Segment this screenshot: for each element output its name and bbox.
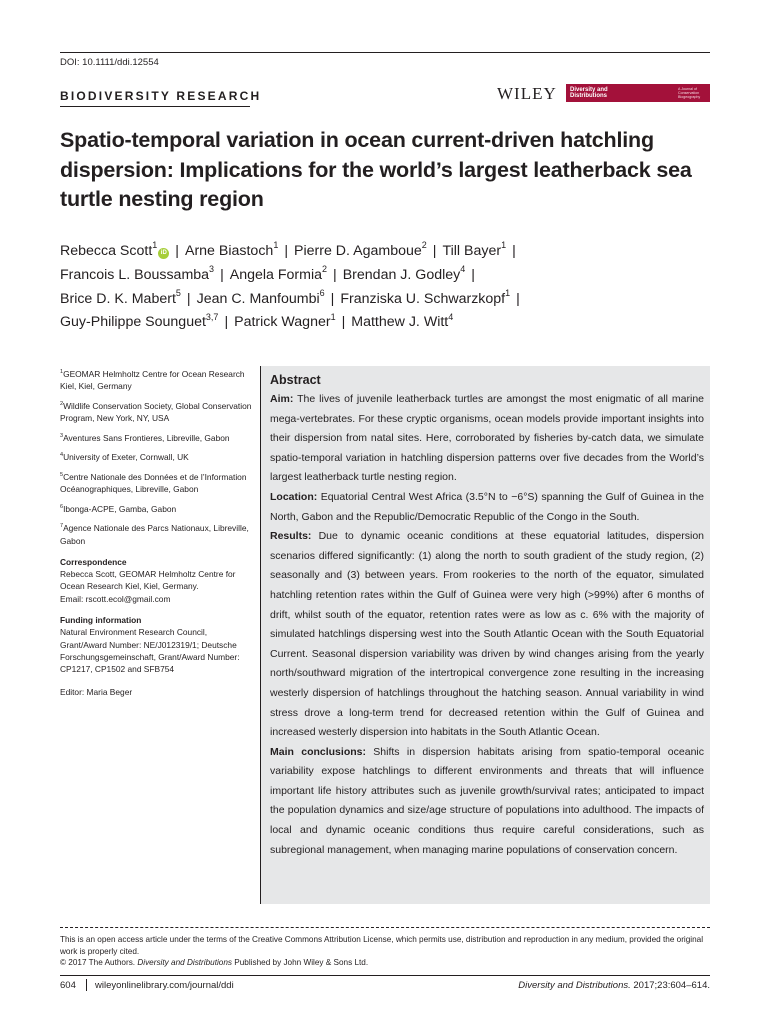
journal-badge [566, 84, 710, 102]
journal-badge-name: Diversity and Distributions [570, 86, 608, 99]
abstract-results: Results: Due to dynamic oceanic conditions at these equatorial latitudes, dispersion scenarios differed significantly: (1) along the north to south gradient of the study region, (2) seasonally and (3) between years. From rookeries to the north of the equator, simulated hatchling retention rates within the Gulf of Guinea were very high (>99%) after 6 months of drift, whilst south of the equator, retention rates were as low as c. 6% with the majority of simulated hatchlings dispersing west into the South Atlantic Ocean with the South Equatorial Current. Seasonal dispersion variability was driven by wind changes arising from the yearly north/southward migration of the intertropical convergence zone resulting in the increasing westerly dispersion of hatchlings throughout the hatching season. Annual variability in wind stress drove a long-term trend for decreased retention within the Gulf of Guinea and increased westerly dispersion into habitats in the South Atlantic Ocean. [270, 530, 704, 739]
correspondence-heading: Correspondence [60, 556, 127, 567]
license-notice [60, 934, 710, 969]
author-affiliation-mark: 3 [209, 264, 215, 275]
article-title: Spatio-temporal variation in ocean current-driven hatchling dispersion: Implications for the world’s largest leatherback sea turtle nesting region [60, 128, 692, 211]
author-line: Guy-Philippe Sounguet$^{3,7}$ | Patrick Wagner$^1$ | Matthew J. Witt$^4$ [60, 311, 454, 331]
author-affiliation-mark: 1 [505, 287, 511, 298]
abstract-box [260, 366, 710, 904]
citation [518, 980, 710, 991]
copyright-line: © 2017 The Authors. Diversity and Distributions Published by John Wiley & Sons Ltd. [60, 958, 369, 967]
author-affiliation-mark: 3,7 [205, 311, 219, 322]
author-affiliation-mark: 1 [501, 240, 507, 251]
affiliation: $^2$Wildlife Conservation Society, Global Conservation Program, New York, NY, USA [60, 400, 252, 423]
affiliation: $^7$Agence Nationale des Parcs Nationaux, Libreville, Gabon [60, 523, 249, 546]
page-number-divider [86, 979, 87, 991]
citation-journal: Diversity and Distributions. [518, 980, 631, 991]
author-name[interactable]: Jean C. Manfoumbi [196, 290, 320, 307]
affiliation: $^3$Aventures Sans Frontieres, Libreville, Gabon [60, 432, 230, 443]
citation-volume: 2017;23:604–614. [633, 980, 710, 991]
author-name[interactable]: Franziska U. Schwarzkopf [340, 290, 506, 307]
author-name[interactable]: Francois L. Boussamba [60, 266, 210, 283]
abstract-body [270, 390, 704, 860]
affiliation: $^4$University of Exeter, Cornwall, UK [60, 452, 189, 463]
author-affiliation-mark: 4 [460, 264, 466, 275]
author-affiliation-mark: 1 [152, 240, 158, 251]
author-affiliation-mark: 4 [448, 311, 454, 322]
affiliation: $^6$Ibonga-ACPE, Gamba, Gabon [60, 503, 177, 514]
affiliation: $^5$Centre Nationale des Données et de l’Information Océanographiques, Libreville, Gabon [60, 471, 247, 495]
editor-credit: Editor: Maria Beger [60, 686, 133, 697]
author-affiliation-mark: 2 [421, 240, 427, 251]
author-name[interactable]: Till Bayer [442, 243, 502, 259]
author-affiliation-mark: 6 [319, 287, 325, 298]
funding-heading: Funding information [60, 615, 142, 626]
author-list [60, 240, 720, 335]
orcid-icon[interactable]: iD [158, 248, 169, 259]
abstract-aim: Aim: The lives of juvenile leatherback turtles are amongst the most enigmatic of all marine mega-vertebrates. For these cryptic organisms, ocean models provide important insights into their dispersion from natal sites. Here, corroborated by fisheries by-catch data, we simulate spatio-temporal variation in hatchling dispersion patterns over five decades from the World’s largest leatherback turtle nesting region. [270, 393, 705, 484]
doi[interactable]: DOI: 10.1111/ddi.12554 [60, 57, 159, 68]
author-name[interactable]: Arne Biastoch [184, 243, 274, 259]
author-affiliation-mark: 1 [273, 240, 279, 251]
author-name[interactable]: Brice D. K. Mabert [60, 290, 176, 307]
affiliation: $^1$GEOMAR Helmholtz Centre for Ocean Research Kiel, Kiel, Germany [60, 368, 245, 392]
section-underline [60, 106, 250, 107]
author-line: Francois L. Boussamba$^3$ | Angela Formia$^2$ | Brendan J. Godley$^4$ | [60, 264, 475, 283]
author-name[interactable]: Brendan J. Godley [342, 266, 461, 283]
author-affiliation-mark: 2 [322, 264, 328, 275]
publisher-logo: WILEY [497, 84, 557, 103]
author-name[interactable]: Patrick Wagner [234, 314, 331, 331]
author-affiliation-mark: 1 [330, 311, 336, 322]
author-name[interactable]: Matthew J. Witt [351, 314, 449, 331]
abstract-location: Location: Equatorial Central West Africa (3.5°N to −6°S) spanning the Gulf of Guinea in the North, Gabon and the Republic/Democratic Republic of the Congo in the South. [270, 490, 704, 523]
top-rule [60, 52, 710, 53]
author-name[interactable]: Angela Formia [229, 266, 323, 283]
license-text: This is an open access article under the terms of the Creative Commons Attribution License, which permits use, distribution and reproduction in any medium, provided the original work is properly cited. [60, 935, 704, 956]
author-name[interactable]: Pierre D. Agamboue [294, 243, 422, 259]
funding-text: Natural Environment Research Council, Grant/Award Number: NE/J012319/1; Deutsche Forschungsgemeinschaft, Grant/Award Number: CP1217, CP1502 and SFB754 [60, 627, 240, 675]
abstract-conclusions: Main conclusions: Shifts in dispersion habitats arising from spatio-temporal oceanic variability expose hatchlings to different environments and threats that will influence important life history attributes such as juvenile growth/survival rates; anticipated to impact the population dynamics and size/age structure of populations into adulthood. The impacts of local and dynamic oceanic conditions thus require careful considerations, such as subregional management, when managing marine populations of conservation concern. [270, 745, 704, 856]
journal-badge-subtitle: A Journal of Conservation Biogeography [678, 87, 701, 99]
author-line: Brice D. K. Mabert$^5$ | Jean C. Manfoumbi$^6$ | Franziska U. Schwarzkopf$^1$ | [60, 287, 520, 307]
author-name[interactable]: Guy-Philippe Sounguet [60, 314, 206, 331]
page-number: 604 [60, 980, 76, 991]
section-label: BIODIVERSITY RESEARCH [60, 89, 262, 103]
author-name[interactable]: Rebecca Scott [60, 243, 153, 259]
footer-divider [60, 927, 710, 928]
author-line: Rebecca Scott$^1$iD | Arne Biastoch$^1$ | Pierre D. Agamboue$^2$ | Till Bayer$^1$ | [60, 240, 516, 259]
correspondence-email[interactable]: Email: rscott.ecol@gmail.com [60, 593, 171, 604]
article-sidebar [60, 366, 252, 705]
correspondence-text: Rebecca Scott, GEOMAR Helmholtz Centre for Ocean Research Kiel, Kiel, Germany. [60, 569, 236, 592]
journal-website-link[interactable]: wileyonlinelibrary.com/journal/ddi [95, 980, 234, 991]
bottom-rule [60, 975, 710, 976]
author-affiliation-mark: 5 [175, 287, 181, 298]
correspondence-block [60, 568, 252, 605]
abstract-heading: Abstract [270, 373, 321, 387]
